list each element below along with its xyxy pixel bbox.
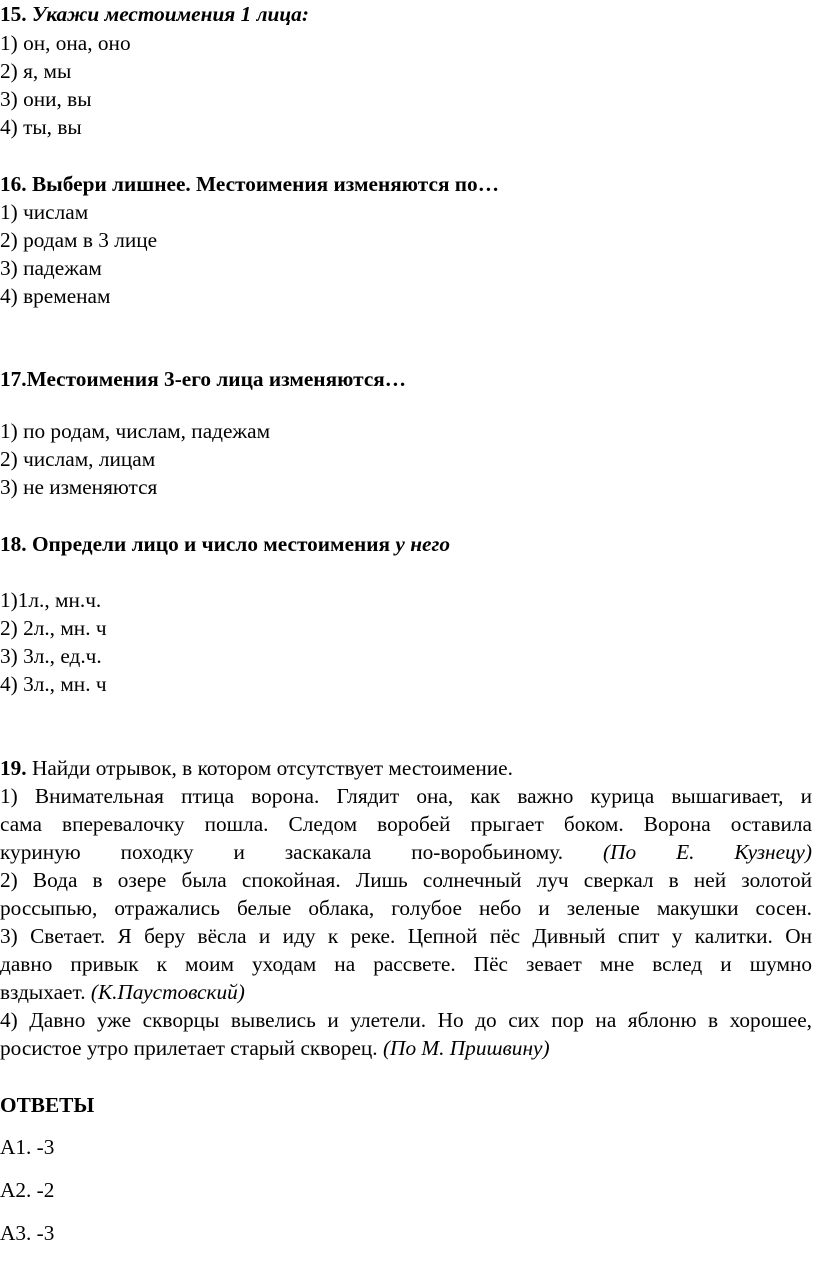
question-15-option-1: 1) он, она, оно — [0, 31, 131, 55]
q19-option-3-author: (К.Паустовский) — [90, 980, 245, 1004]
question-18-title — [0, 530, 450, 558]
question-17-option-3: 3) не изменяются — [0, 475, 158, 499]
q19-option-1-line-2: сама вперевалочку пошла. Следом воробей прыгает боком. Ворона оставила — [0, 812, 812, 836]
question-18-text: Определи лицо и число местоимения — [31, 532, 391, 556]
question-16-option-3: 3) падежам — [0, 256, 102, 280]
q19-option-1-line-1: 1) Внимательная птица ворона. Глядит она, как важно курица вышагивает, и — [0, 784, 812, 808]
question-18-number: 18. — [0, 532, 27, 556]
question-15-title — [0, 0, 309, 28]
q19-option-2-line-2: россыпью, отражались белые облака, голубое небо и зеленые макушки сосен. — [0, 896, 812, 920]
q19-option-4-text: росистое утро прилетает старый скворец. — [0, 1036, 378, 1060]
q19-option-1-author: (По Е. Кузнецу) — [603, 840, 812, 864]
q19-option-3-text: вздыхает. — [0, 980, 86, 1004]
question-16-option-1: 1) числам — [0, 200, 89, 224]
q19-option-3-line-1: 3) Светает. Я беру вёсла и иду к реке. Цепной пёс Дивный спит у калитки. Он — [0, 924, 812, 948]
answers-heading: ОТВЕТЫ — [0, 1093, 95, 1117]
question-18-option-3: 3) 3л., ед.ч. — [0, 644, 102, 668]
question-17-option-2: 2) числам, лицам — [0, 447, 156, 471]
q19-option-3-line-2: давно привык к моим уходам на рассвете. Пёс зевает мне вслед и шумно — [0, 952, 812, 976]
answer-1: А1. -3 — [0, 1135, 55, 1159]
question-18-option-1: 1)1л., мн.ч. — [0, 588, 102, 612]
question-18-option-2: 2) 2л., мн. ч — [0, 616, 107, 640]
question-19-title — [0, 754, 513, 782]
q19-option-1-text: куриную походку и заскакала по-воробьиному. — [0, 840, 564, 864]
question-16-option-2: 2) родам в 3 лице — [0, 228, 158, 252]
question-19-text: Найди отрывок, в котором отсутствует местоимение. — [31, 756, 513, 780]
q19-option-4-line-2 — [0, 1034, 550, 1062]
question-16-title: 16. Выбери лишнее. Местоимения изменяются по… — [0, 172, 499, 196]
question-17-option-1: 1) по родам, числам, падежам — [0, 419, 271, 443]
question-16-option-4: 4) временам — [0, 284, 111, 308]
q19-option-4-line-1: 4) Давно уже скворцы вывелись и улетели. Но до сих пор на яблоню в хорошее, — [0, 1008, 812, 1032]
question-15-text: Укажи местоимения 1 лица: — [31, 2, 309, 26]
question-17-title: 17.Местоимения 3-его лица изменяются… — [0, 367, 407, 391]
question-18-phrase: у него — [395, 532, 450, 556]
question-15-number: 15. — [0, 2, 27, 26]
question-15-option-2: 2) я, мы — [0, 59, 72, 83]
answer-2: А2. -2 — [0, 1178, 55, 1202]
question-15-option-4: 4) ты, вы — [0, 115, 82, 139]
question-18-option-4: 4) 3л., мн. ч — [0, 672, 107, 696]
q19-option-1-line-3 — [0, 838, 812, 866]
answer-3: А3. -3 — [0, 1221, 55, 1245]
question-19-number: 19. — [0, 756, 27, 780]
question-15-option-3: 3) они, вы — [0, 87, 92, 111]
q19-option-2-line-1: 2) Вода в озере была спокойная. Лишь солнечный луч сверкал в ней золотой — [0, 868, 812, 892]
q19-option-4-author: (По М. Пришвину) — [382, 1036, 550, 1060]
q19-option-3-line-3 — [0, 978, 245, 1006]
